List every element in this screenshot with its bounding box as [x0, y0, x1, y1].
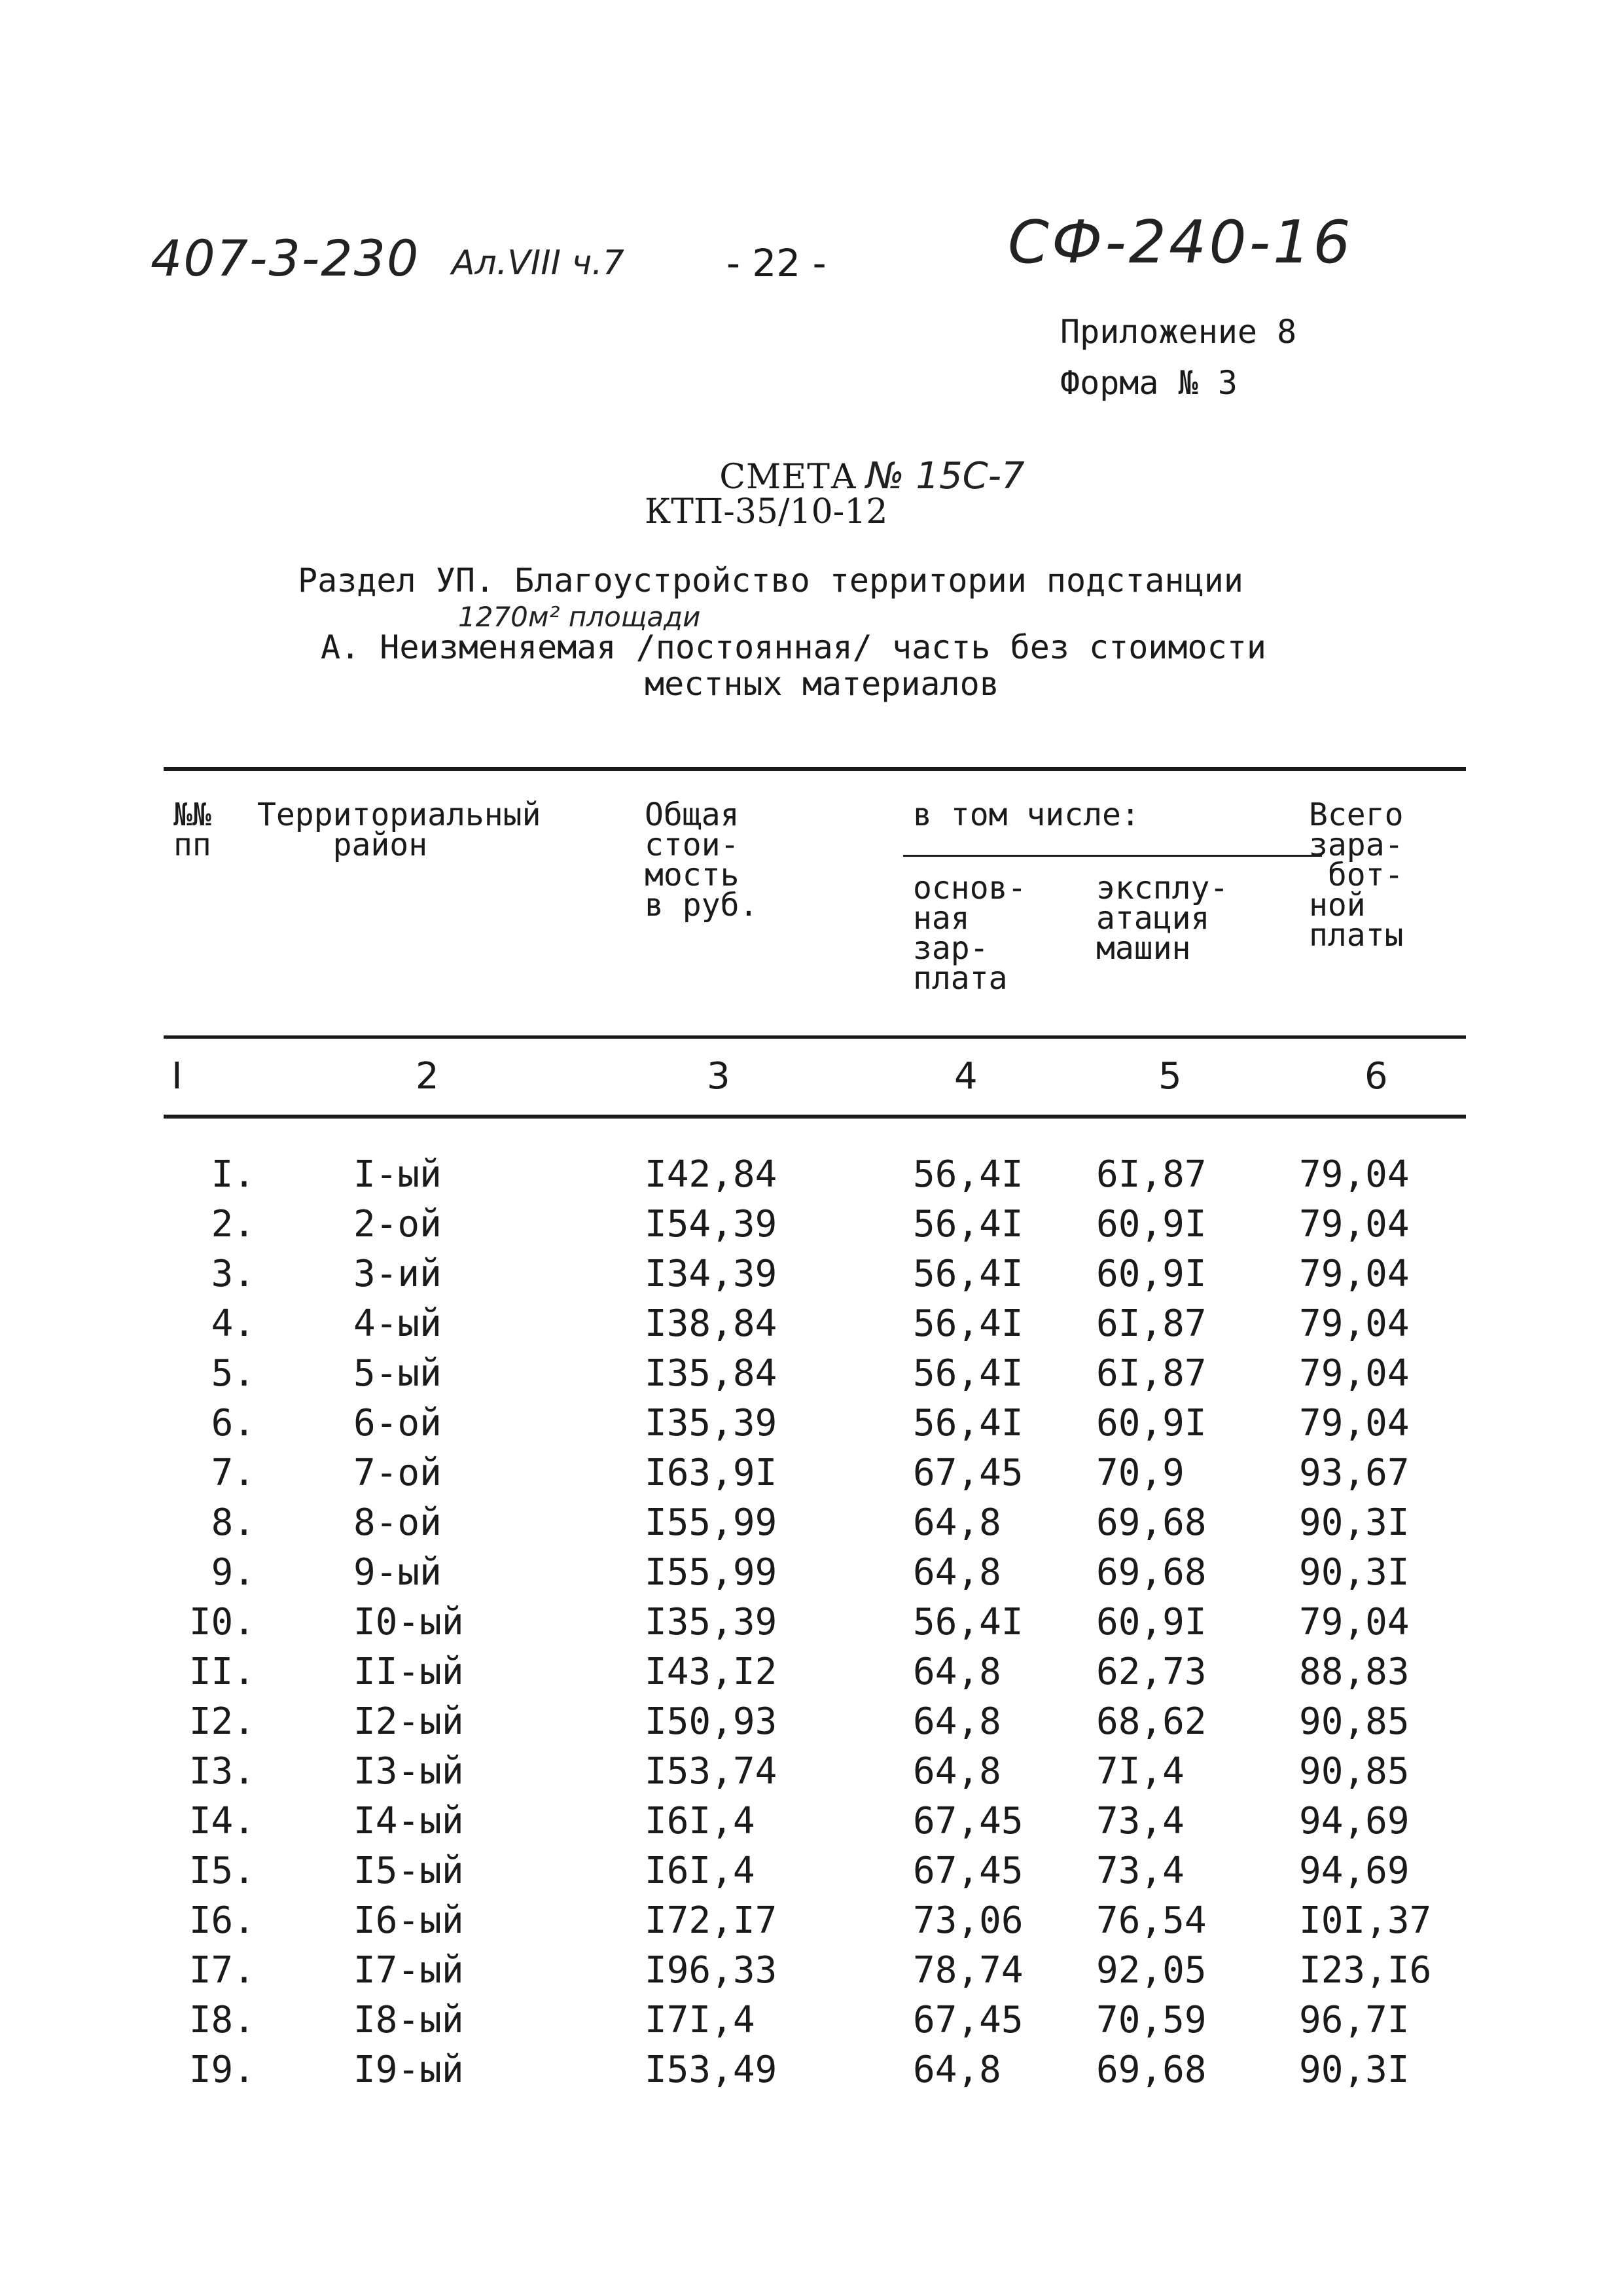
document-code: 407-3-230 — [151, 229, 420, 287]
sheet-reference: Ал.VIII ч.7 — [452, 243, 624, 283]
total-wage-cell: 94,69 — [1299, 1800, 1410, 1842]
total-cost-cell: I38,84 — [645, 1302, 777, 1345]
total-wage-cell: 79,04 — [1299, 1302, 1410, 1345]
header-machine-operation: эксплу- атация машин — [1096, 870, 1229, 967]
object-name: КТП-35/10-12 — [645, 492, 888, 531]
basic-wage-cell: 67,45 — [913, 1999, 1024, 2041]
table-row — [0, 1899, 1623, 1949]
appendix-label: Приложение 8 — [1060, 313, 1297, 351]
basic-wage-cell: 64,8 — [913, 1651, 1001, 1693]
machine-operation-cell: 60,9I — [1096, 1601, 1207, 1643]
district-cell: I8-ый — [353, 1999, 464, 2041]
machine-operation-cell: 60,9I — [1096, 1253, 1207, 1295]
machine-operation-cell: 6I,87 — [1096, 1352, 1207, 1395]
total-cost-cell: I35,39 — [645, 1601, 777, 1643]
total-cost-cell: I55,99 — [645, 1551, 777, 1594]
row-number-cell: 4. — [211, 1302, 255, 1345]
row-number-cell: 6. — [211, 1402, 255, 1444]
total-wage-cell: I0I,37 — [1299, 1899, 1432, 1942]
table-row — [0, 1153, 1623, 1203]
header-total-cost: Общая стои- мость в руб. — [645, 797, 758, 924]
table-row — [0, 1850, 1623, 1899]
total-wage-cell: 90,85 — [1299, 1700, 1410, 1743]
total-cost-cell: I42,84 — [645, 1153, 777, 1196]
row-number-cell: I. — [211, 1153, 255, 1196]
total-cost-cell: I96,33 — [645, 1949, 777, 1992]
column-number-rule — [164, 1115, 1466, 1119]
column-number: 2 — [416, 1055, 439, 1098]
machine-operation-cell: 73,4 — [1096, 1850, 1185, 1892]
machine-operation-cell: 60,9I — [1096, 1402, 1207, 1444]
table-row — [0, 1750, 1623, 1800]
machine-operation-cell: 7I,4 — [1096, 1750, 1185, 1793]
basic-wage-cell: 78,74 — [913, 1949, 1024, 1992]
total-wage-cell: 93,67 — [1299, 1452, 1410, 1494]
total-wage-cell: 88,83 — [1299, 1651, 1410, 1693]
row-number-cell: 5. — [211, 1352, 255, 1395]
total-wage-cell: 94,69 — [1299, 1850, 1410, 1892]
column-number: 6 — [1364, 1055, 1388, 1098]
table-row — [0, 1302, 1623, 1352]
estimate-number: № 15С-7 — [866, 455, 1025, 497]
total-wage-cell: 79,04 — [1299, 1203, 1410, 1246]
machine-operation-cell: 70,59 — [1096, 1999, 1207, 2041]
table-row — [0, 2049, 1623, 2098]
row-number-cell: 9. — [211, 1551, 255, 1594]
estimate-title — [707, 442, 1025, 497]
machine-operation-cell: 92,05 — [1096, 1949, 1207, 1992]
part-title: А. Неизменяемая /постоянная/ часть без стоимости — [321, 628, 1266, 666]
basic-wage-cell: 64,8 — [913, 1551, 1001, 1594]
form-number: Форма № 3 — [1060, 364, 1238, 402]
table-row — [0, 1253, 1623, 1302]
basic-wage-cell: 56,4I — [913, 1153, 1024, 1196]
total-wage-cell: 79,04 — [1299, 1601, 1410, 1643]
machine-operation-cell: 76,54 — [1096, 1899, 1207, 1942]
total-cost-cell: I6I,4 — [645, 1850, 755, 1892]
machine-operation-cell: 60,9I — [1096, 1203, 1207, 1246]
section-title: Раздел УП. Благоустройство территории подстанции — [298, 562, 1243, 600]
row-number-cell: I5. — [188, 1850, 255, 1892]
table-row — [0, 1551, 1623, 1601]
page-number: - 22 - — [726, 241, 827, 285]
basic-wage-cell: 64,8 — [913, 1700, 1001, 1743]
table-row — [0, 1700, 1623, 1750]
machine-operation-cell: 69,68 — [1096, 1551, 1207, 1594]
district-cell: 5-ый — [353, 1352, 442, 1395]
district-cell: I6-ый — [353, 1899, 464, 1942]
total-cost-cell: I35,39 — [645, 1402, 777, 1444]
table-row — [0, 1999, 1623, 2049]
total-wage-cell: 90,3I — [1299, 1551, 1410, 1594]
column-number: 4 — [954, 1055, 978, 1098]
row-number-cell: 3. — [211, 1253, 255, 1295]
row-number-cell: I9. — [188, 2049, 255, 2091]
district-cell: I9-ый — [353, 2049, 464, 2091]
row-number-cell: 2. — [211, 1203, 255, 1246]
area-note: 1270м² площади — [458, 601, 701, 633]
table-row — [0, 1452, 1623, 1501]
table-row — [0, 1352, 1623, 1402]
district-cell: 2-ой — [353, 1203, 442, 1246]
machine-operation-cell: 70,9 — [1096, 1452, 1185, 1494]
machine-operation-cell: 73,4 — [1096, 1800, 1185, 1842]
total-cost-cell: I72,I7 — [645, 1899, 777, 1942]
total-cost-cell: I55,99 — [645, 1501, 777, 1544]
district-cell: I3-ый — [353, 1750, 464, 1793]
header-total-wage: Всего зара- бот- ной платы — [1309, 797, 1404, 954]
district-cell: I7-ый — [353, 1949, 464, 1992]
table-row — [0, 1402, 1623, 1452]
total-wage-cell: 79,04 — [1299, 1253, 1410, 1295]
district-cell: I0-ый — [353, 1601, 464, 1643]
basic-wage-cell: 64,8 — [913, 1750, 1001, 1793]
header-bottom-rule — [164, 1035, 1466, 1039]
total-cost-cell: I50,93 — [645, 1700, 777, 1743]
total-wage-cell: 79,04 — [1299, 1352, 1410, 1395]
header-basic-wage: основ- ная зар- плата — [913, 870, 1027, 997]
row-number-cell: I0. — [188, 1601, 255, 1643]
table-row — [0, 1800, 1623, 1850]
column-number: 5 — [1158, 1055, 1182, 1098]
total-cost-cell: I53,74 — [645, 1750, 777, 1793]
district-cell: 9-ый — [353, 1551, 442, 1594]
row-number-cell: II. — [188, 1651, 255, 1693]
total-cost-cell: I63,9I — [645, 1452, 777, 1494]
district-cell: 8-ой — [353, 1501, 442, 1544]
total-cost-cell: I7I,4 — [645, 1999, 755, 2041]
table-row — [0, 1651, 1623, 1700]
row-number-cell: I6. — [188, 1899, 255, 1942]
machine-operation-cell: 6I,87 — [1096, 1153, 1207, 1196]
total-wage-cell: 90,3I — [1299, 2049, 1410, 2091]
machine-operation-cell: 6I,87 — [1096, 1302, 1207, 1345]
district-cell: I5-ый — [353, 1850, 464, 1892]
header-row-number: №№ пп — [173, 797, 211, 863]
row-number-cell: I4. — [188, 1800, 255, 1842]
basic-wage-cell: 64,8 — [913, 1501, 1001, 1544]
basic-wage-cell: 73,06 — [913, 1899, 1024, 1942]
table-row — [0, 1949, 1623, 1999]
table-row — [0, 1501, 1623, 1551]
column-number: I — [171, 1055, 183, 1098]
row-number-cell: I3. — [188, 1750, 255, 1793]
machine-operation-cell: 69,68 — [1096, 2049, 1207, 2091]
total-wage-cell: I23,I6 — [1299, 1949, 1432, 1992]
basic-wage-cell: 67,45 — [913, 1452, 1024, 1494]
basic-wage-cell: 56,4I — [913, 1203, 1024, 1246]
basic-wage-cell: 67,45 — [913, 1800, 1024, 1842]
total-wage-cell: 90,3I — [1299, 1501, 1410, 1544]
total-wage-cell: 79,04 — [1299, 1402, 1410, 1444]
estimate-label: СМЕТА — [719, 457, 857, 497]
part-title-continued: местных материалов — [645, 665, 999, 703]
subheader-rule — [903, 855, 1296, 857]
basic-wage-cell: 56,4I — [913, 1253, 1024, 1295]
district-cell: 6-ой — [353, 1402, 442, 1444]
total-cost-cell: I6I,4 — [645, 1800, 755, 1842]
basic-wage-cell: 56,4I — [913, 1402, 1024, 1444]
district-cell: 4-ый — [353, 1302, 442, 1345]
basic-wage-cell: 56,4I — [913, 1302, 1024, 1345]
machine-operation-cell: 69,68 — [1096, 1501, 1207, 1544]
total-cost-cell: I53,49 — [645, 2049, 777, 2091]
row-number-cell: 7. — [211, 1452, 255, 1494]
column-number: 3 — [707, 1055, 730, 1098]
district-cell: 3-ий — [353, 1253, 442, 1295]
row-number-cell: I8. — [188, 1999, 255, 2041]
row-number-cell: I2. — [188, 1700, 255, 1743]
machine-operation-cell: 62,73 — [1096, 1651, 1207, 1693]
table-top-rule — [164, 767, 1466, 771]
table-row — [0, 1203, 1623, 1253]
total-wage-cell: 90,85 — [1299, 1750, 1410, 1793]
basic-wage-cell: 56,4I — [913, 1352, 1024, 1395]
sf-code: СФ-240-16 — [1008, 208, 1353, 277]
total-wage-cell: 79,04 — [1299, 1153, 1410, 1196]
total-cost-cell: I34,39 — [645, 1253, 777, 1295]
machine-operation-cell: 68,62 — [1096, 1700, 1207, 1743]
row-number-cell: 8. — [211, 1501, 255, 1544]
district-cell: 7-ой — [353, 1452, 442, 1494]
header-including: в том числе: — [913, 797, 1140, 833]
total-wage-cell: 96,7I — [1299, 1999, 1410, 2041]
header-district: Территориальный район — [257, 797, 541, 863]
total-cost-cell: I35,84 — [645, 1352, 777, 1395]
district-cell: I4-ый — [353, 1800, 464, 1842]
basic-wage-cell: 56,4I — [913, 1601, 1024, 1643]
district-cell: I-ый — [353, 1153, 442, 1196]
district-cell: II-ый — [353, 1651, 464, 1693]
row-number-cell: I7. — [188, 1949, 255, 1992]
basic-wage-cell: 67,45 — [913, 1850, 1024, 1892]
district-cell: I2-ый — [353, 1700, 464, 1743]
basic-wage-cell: 64,8 — [913, 2049, 1001, 2091]
table-row — [0, 1601, 1623, 1651]
total-cost-cell: I43,I2 — [645, 1651, 777, 1693]
total-cost-cell: I54,39 — [645, 1203, 777, 1246]
